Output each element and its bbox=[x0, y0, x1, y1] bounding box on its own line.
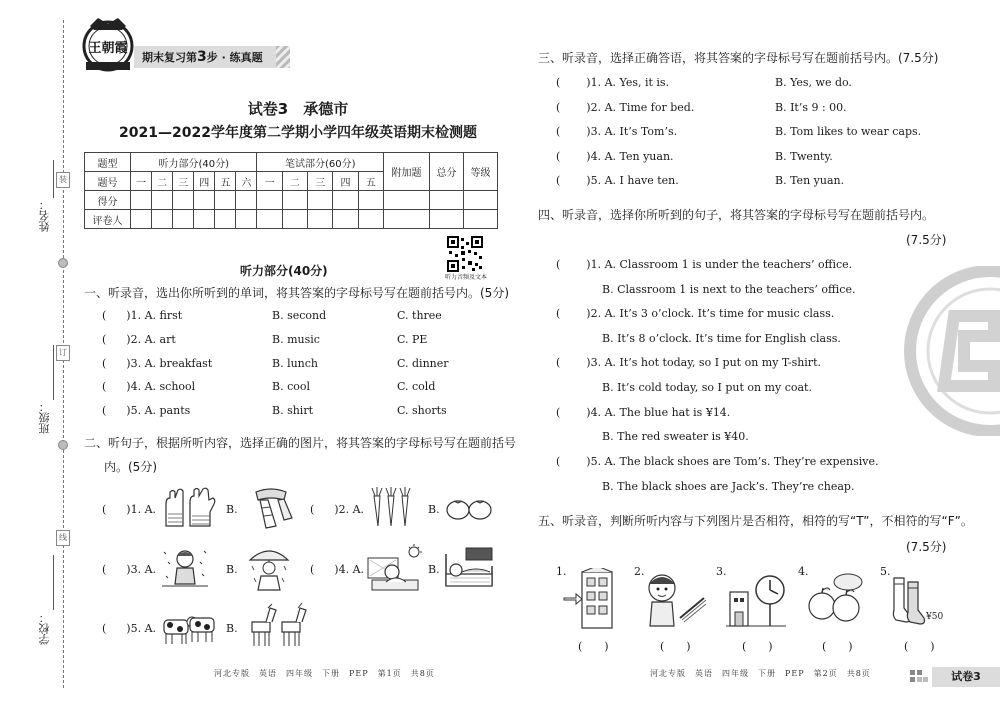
secret-stamp-icon bbox=[904, 266, 1000, 436]
girl-with-umbrella-icon bbox=[246, 544, 292, 592]
score-entry-cell[interactable] bbox=[236, 191, 257, 210]
s5-answer-blank-2[interactable]: ( ) bbox=[660, 640, 691, 653]
s1-item-2: ( )2. A. art bbox=[102, 333, 176, 346]
s4-option-b: B. The red sweater is ¥40. bbox=[602, 430, 749, 443]
binding-hole bbox=[58, 258, 68, 268]
table-header-cell: 听力部分(40分) bbox=[131, 153, 257, 172]
table-num-cell: 四 bbox=[194, 172, 215, 191]
table-num-cell: 三 bbox=[173, 172, 194, 191]
class-underline bbox=[53, 345, 54, 400]
page-footer-left: 河北专版 英语 四年级 下册 PEP 第1页 共8页 bbox=[214, 669, 435, 678]
table-num-cell: 六 bbox=[236, 172, 257, 191]
s1-option-b: B. second bbox=[272, 309, 327, 322]
table-header-cell: 笔试部分(60分) bbox=[257, 153, 384, 172]
score-entry-cell[interactable] bbox=[308, 191, 333, 210]
s1-item-1: ( )1. A. first bbox=[102, 309, 183, 322]
s4-option-b: B. Classroom 1 is next to the teachers’ office. bbox=[602, 283, 856, 296]
score-entry-cell[interactable] bbox=[358, 191, 383, 210]
s2-item-3: ( )3. A. bbox=[102, 563, 157, 576]
s3-option-b: B. Twenty. bbox=[775, 150, 833, 163]
bind-word-3: 线 bbox=[56, 530, 70, 546]
score-entry-cell[interactable] bbox=[173, 191, 194, 210]
s2-item-2: ( )2. A. bbox=[310, 503, 365, 516]
section2-heading-line1: 二、听句子，根据所听内容，选择正确的图片，将其答案的字母标号写在题前括号 bbox=[84, 436, 517, 450]
grader-entry-cell[interactable] bbox=[333, 210, 358, 229]
grader-entry-cell[interactable] bbox=[464, 210, 498, 229]
s1-option-b: B. cool bbox=[272, 380, 311, 393]
section3-heading: 三、听录音，选择正确答语，将其答案的字母标号写在题前括号内。(7.5分) bbox=[538, 51, 939, 65]
girl-waking-icon bbox=[366, 544, 422, 592]
s3-option-b: B. Yes, we do. bbox=[775, 76, 852, 89]
grader-entry-cell[interactable] bbox=[430, 210, 464, 229]
s4-item-5: ( )5. A. The black shoes are Tom’s. They’re expensive. bbox=[556, 455, 879, 468]
table-num-cell: 五 bbox=[215, 172, 236, 191]
class-label: 班级： bbox=[38, 401, 51, 434]
scarf-icon bbox=[246, 484, 296, 532]
s3-item-3: ( )3. A. It’s Tom’s. bbox=[556, 125, 678, 138]
s4-item-2: ( )2. A. It’s 3 o’clock. It’s time for music class. bbox=[556, 307, 835, 320]
grader-entry-cell[interactable] bbox=[308, 210, 333, 229]
option-b-label: B. bbox=[428, 563, 440, 576]
table-header-cell: 得分 bbox=[85, 191, 131, 210]
s5-num-1: 1. bbox=[556, 565, 567, 578]
banner-stripe bbox=[276, 46, 290, 68]
s1-option-c: C. cold bbox=[397, 380, 436, 393]
qr-caption: 听力音频及文本 bbox=[444, 274, 487, 281]
boy-in-snow-icon bbox=[160, 546, 210, 590]
section4-score: (7.5分) bbox=[906, 233, 947, 247]
s2-item-1: ( )1. A. bbox=[102, 503, 157, 516]
carrots-icon bbox=[368, 486, 416, 528]
score-entry-cell[interactable] bbox=[215, 191, 236, 210]
grader-entry-cell[interactable] bbox=[194, 210, 215, 229]
table-num-cell: 五 bbox=[358, 172, 383, 191]
grader-entry-cell[interactable] bbox=[131, 210, 152, 229]
binding-hole bbox=[58, 440, 68, 450]
section5-heading: 五、听录音，判断所听内容与下列图片是否相符，相符的写“T”，不相符的写“F”。 bbox=[538, 514, 973, 528]
cows-icon bbox=[160, 608, 216, 648]
paper-subtitle: 2021—2022学年度第二学期小学四年级英语期末检测题 bbox=[119, 125, 477, 141]
table-num-cell: 四 bbox=[333, 172, 358, 191]
s5-num-2: 2. bbox=[634, 565, 645, 578]
s3-option-b: B. Ten yuan. bbox=[775, 174, 845, 187]
s5-answer-blank-4[interactable]: ( ) bbox=[822, 640, 853, 653]
s1-item-5: ( )5. A. pants bbox=[102, 404, 191, 417]
score-entry-cell[interactable] bbox=[464, 191, 498, 210]
s3-item-5: ( )5. A. I have ten. bbox=[556, 174, 679, 187]
table-header-cell: 题型 bbox=[85, 153, 131, 172]
option-b-label: B. bbox=[226, 503, 238, 516]
s1-option-c: C. PE bbox=[397, 333, 428, 346]
building-and-clock-icon bbox=[726, 572, 786, 630]
listening-section-title: 听力部分(40分) bbox=[240, 264, 328, 278]
s3-option-b: B. Tom likes to wear caps. bbox=[775, 125, 922, 138]
socks-price: ¥50 bbox=[926, 612, 944, 622]
socks-icon bbox=[890, 576, 926, 626]
paper-title: 试卷3 承德市 bbox=[247, 100, 349, 118]
banner-suffix: 步 · 练真题 bbox=[206, 51, 263, 64]
s1-option-c: C. three bbox=[397, 309, 442, 322]
grader-entry-cell[interactable] bbox=[173, 210, 194, 229]
paper-tab-label: 试卷3 bbox=[932, 667, 1000, 687]
s1-item-3: ( )3. A. breakfast bbox=[102, 357, 213, 370]
qr-code-icon[interactable] bbox=[447, 236, 483, 272]
section2-heading-line2: 内。(5分) bbox=[104, 460, 157, 474]
banner-step: 3 bbox=[197, 49, 207, 65]
table-num-cell: 二 bbox=[282, 172, 307, 191]
s4-item-3: ( )3. A. It’s hot today, so I put on my T-shirt. bbox=[556, 356, 821, 369]
grader-entry-cell[interactable] bbox=[384, 210, 430, 229]
s4-option-b: B. The black shoes are Jack’s. They’re cheap. bbox=[602, 480, 855, 493]
score-entry-cell[interactable] bbox=[194, 191, 215, 210]
s1-option-c: C. dinner bbox=[397, 357, 449, 370]
s4-option-b: B. It’s 8 o’clock. It’s time for English class. bbox=[602, 332, 841, 345]
s5-num-4: 4. bbox=[798, 565, 809, 578]
table-header-cell: 总分 bbox=[430, 153, 464, 191]
score-entry-cell[interactable] bbox=[333, 191, 358, 210]
score-entry-cell[interactable] bbox=[131, 191, 152, 210]
bind-word-1: 装 bbox=[56, 172, 70, 188]
boy-sleeping-icon bbox=[444, 546, 494, 590]
gloves-icon bbox=[160, 486, 218, 530]
score-entry-cell[interactable] bbox=[430, 191, 464, 210]
s4-item-4: ( )4. A. The blue hat is ¥14. bbox=[556, 406, 731, 419]
table-header-cell: 题号 bbox=[85, 172, 131, 191]
table-header-cell: 附加题 bbox=[384, 153, 430, 191]
option-b-label: B. bbox=[226, 622, 238, 635]
logo-text: 王朝霞 bbox=[88, 41, 128, 56]
s3-item-1: ( )1. A. Yes, it is. bbox=[556, 76, 670, 89]
score-entry-cell[interactable] bbox=[257, 191, 282, 210]
s5-answer-blank-3[interactable]: ( ) bbox=[742, 640, 773, 653]
school-building-icon bbox=[562, 568, 618, 630]
score-entry-cell[interactable] bbox=[152, 191, 173, 210]
table-num-cell: 一 bbox=[131, 172, 152, 191]
s2-item-5: ( )5. A. bbox=[102, 622, 157, 635]
name-label: 姓名： bbox=[38, 199, 51, 232]
s1-option-b: B. shirt bbox=[272, 404, 314, 417]
s5-answer-blank-1[interactable]: ( ) bbox=[578, 640, 609, 653]
score-entry-cell[interactable] bbox=[282, 191, 307, 210]
s5-num-5: 5. bbox=[880, 565, 891, 578]
table-num-cell: 一 bbox=[257, 172, 282, 191]
grader-entry-cell[interactable] bbox=[257, 210, 282, 229]
grader-entry-cell[interactable] bbox=[215, 210, 236, 229]
s1-option-b: B. lunch bbox=[272, 357, 319, 370]
grid-dots-icon bbox=[910, 670, 928, 684]
s1-option-b: B. music bbox=[272, 333, 320, 346]
s2-item-4: ( )4. A. bbox=[310, 563, 365, 576]
horses-icon bbox=[244, 600, 310, 650]
s5-num-3: 3. bbox=[716, 565, 727, 578]
s3-item-2: ( )2. A. Time for bed. bbox=[556, 101, 695, 114]
brand-logo-icon bbox=[76, 12, 140, 76]
option-b-label: B. bbox=[428, 503, 440, 516]
school-label: 学校： bbox=[38, 612, 51, 645]
name-underline bbox=[53, 160, 54, 198]
s3-option-b: B. It’s 9 : 00. bbox=[775, 101, 847, 114]
grader-entry-cell[interactable] bbox=[152, 210, 173, 229]
grader-entry-cell[interactable] bbox=[236, 210, 257, 229]
option-b-label: B. bbox=[226, 563, 238, 576]
apples-icon bbox=[806, 572, 864, 624]
table-header-cell: 等级 bbox=[464, 153, 498, 191]
grader-entry-cell[interactable] bbox=[282, 210, 307, 229]
section5-score: (7.5分) bbox=[906, 540, 947, 554]
section4-heading: 四、听录音，选择你所听到的句子，将其答案的字母标号写在题前括号内。 bbox=[538, 208, 935, 222]
page-footer-right: 河北专版 英语 四年级 下册 PEP 第2页 共8页 bbox=[650, 669, 871, 678]
bind-word-2: 订 bbox=[56, 345, 70, 361]
score-entry-cell[interactable] bbox=[384, 191, 430, 210]
banner-prefix: 期末复习第 bbox=[142, 51, 197, 64]
s4-item-1: ( )1. A. Classroom 1 is under the teachers’ office. bbox=[556, 258, 853, 271]
table-num-cell: 二 bbox=[152, 172, 173, 191]
s1-option-c: C. shorts bbox=[397, 404, 447, 417]
grader-entry-cell[interactable] bbox=[358, 210, 383, 229]
section1-heading: 一、听录音，选出你所听到的单词，将其答案的字母标号写在题前括号内。(5分) bbox=[84, 286, 510, 300]
s5-answer-blank-5[interactable]: ( ) bbox=[904, 640, 935, 653]
score-table bbox=[84, 152, 498, 229]
s3-item-4: ( )4. A. Ten yuan. bbox=[556, 150, 674, 163]
header-banner bbox=[134, 46, 276, 68]
school-underline bbox=[53, 555, 54, 610]
s1-item-4: ( )4. A. school bbox=[102, 380, 196, 393]
tomatoes-icon bbox=[445, 494, 493, 522]
s4-option-b: B. It’s cold today, so I put on my coat. bbox=[602, 381, 812, 394]
boy-with-plate-icon bbox=[644, 570, 708, 630]
table-num-cell: 三 bbox=[308, 172, 333, 191]
table-header-cell: 评卷人 bbox=[85, 210, 131, 229]
